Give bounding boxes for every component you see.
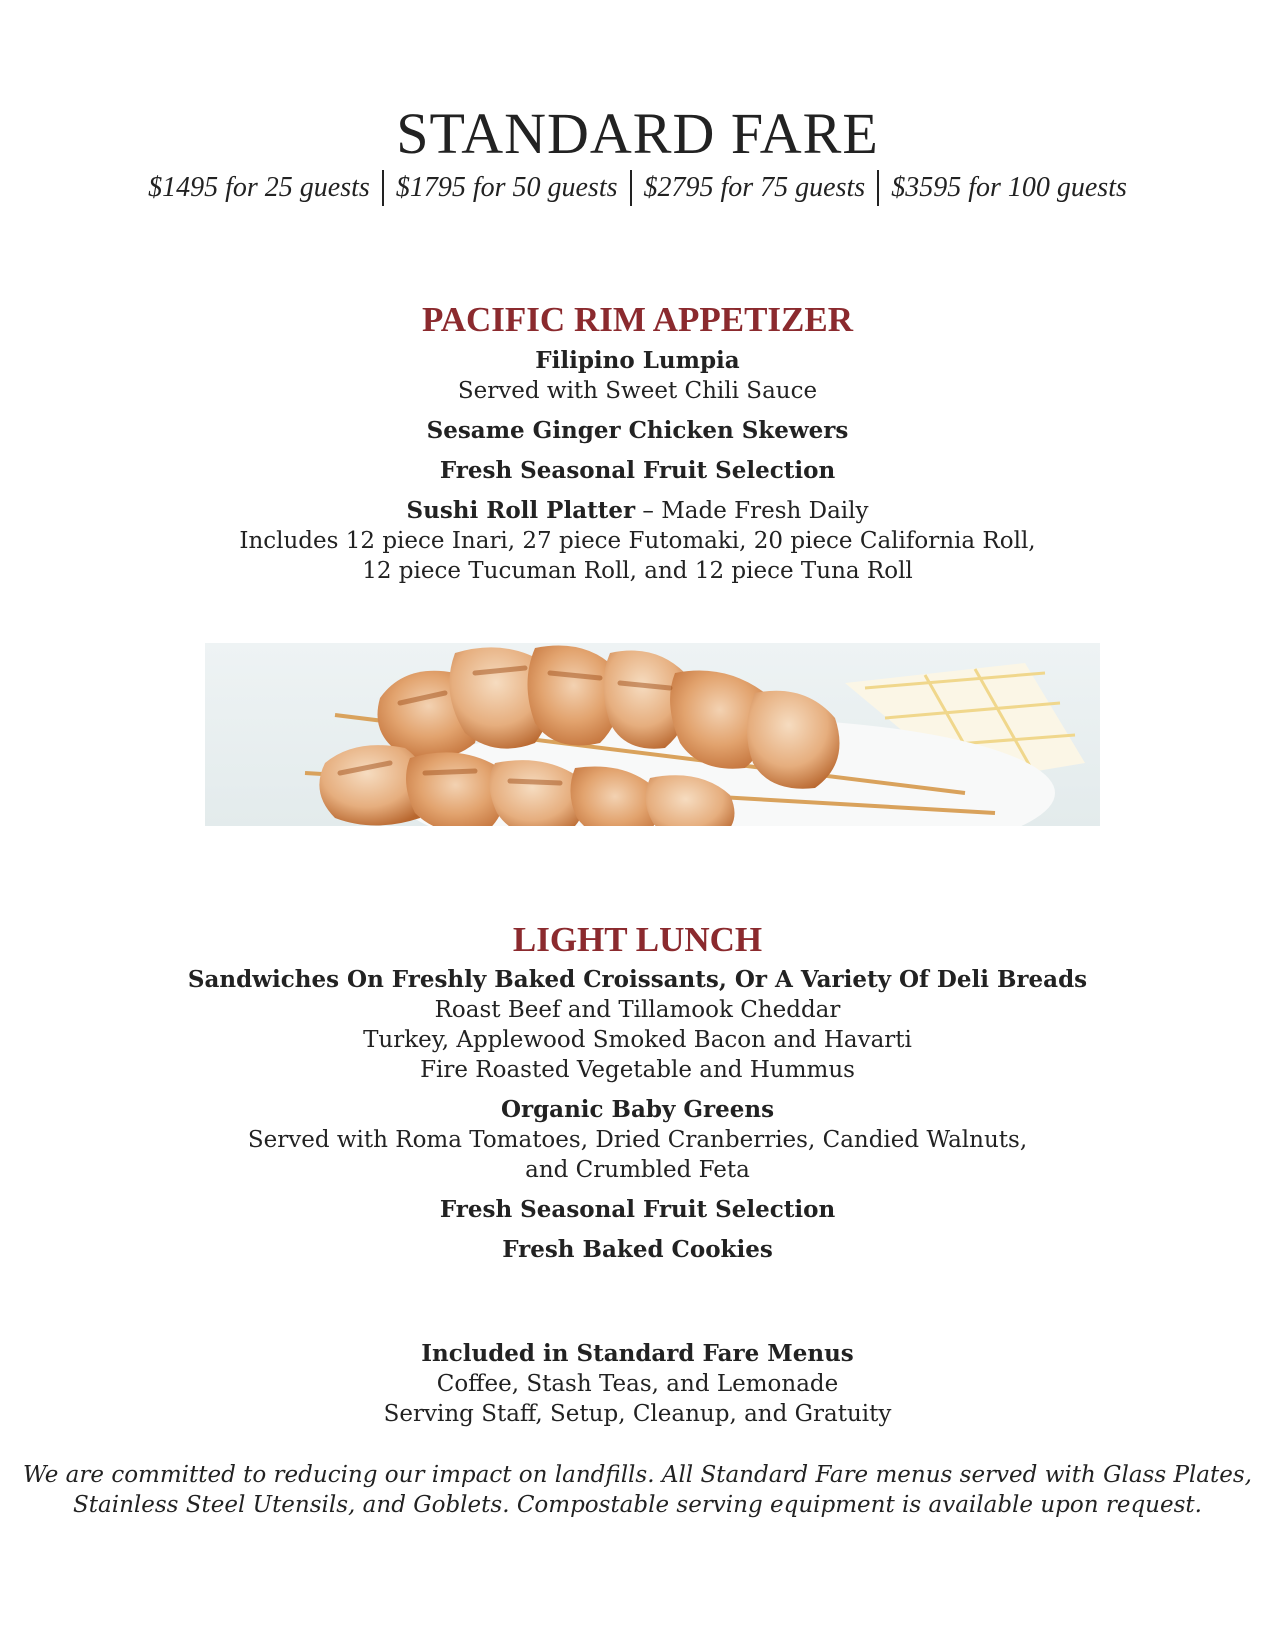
lumpia-description: Served with Sweet Chili Sauce xyxy=(457,378,818,404)
included-line-2: Serving Staff, Setup, Cleanup, and Gratuity xyxy=(383,1401,892,1427)
sandwich-option-2: Turkey, Applewood Smoked Bacon and Havarti xyxy=(363,1027,912,1053)
note-line-1: We are committed to reducing our impact on landfills. All Standard Fare menus served with Glass Plates, xyxy=(23,1462,1252,1488)
price-tier-100: $3595 for 100 guests xyxy=(891,172,1127,203)
appetizer-heading: PACIFIC RIM APPETIZER xyxy=(421,300,854,339)
lunch-fruit-name: Fresh Seasonal Fruit Selection xyxy=(439,1196,836,1223)
lunch-heading: LIGHT LUNCH xyxy=(512,920,763,959)
included-line-1: Coffee, Stash Teas, and Lemonade xyxy=(436,1371,839,1397)
sandwich-option-1: Roast Beef and Tillamook Cheddar xyxy=(434,997,841,1023)
note-line-2: Stainless Steel Utensils, and Goblets. Compostable serving equipment is available upon request. xyxy=(73,1492,1202,1518)
sushi-description-1: Includes 12 piece Inari, 27 piece Futomaki, 20 piece California Roll, xyxy=(239,528,1036,554)
sustainability-note xyxy=(0,1460,1275,1520)
sandwich-option-3: Fire Roasted Vegetable and Hummus xyxy=(420,1057,855,1083)
lumpia-name: Filipino Lumpia xyxy=(535,347,740,374)
appetizer-items xyxy=(0,346,1275,586)
lunch-items xyxy=(0,965,1275,1265)
price-tier-50: $1795 for 50 guests xyxy=(395,172,618,203)
greens-description-1: Served with Roma Tomatoes, Dried Cranberries, Candied Walnuts, xyxy=(247,1127,1028,1153)
appetizer-fruit-name: Fresh Seasonal Fruit Selection xyxy=(439,457,836,484)
sandwich-name: Sandwiches On Freshly Baked Croissants, Or A Variety Of Deli Breads xyxy=(187,966,1088,993)
page-title: STANDARD FARE xyxy=(396,101,879,166)
sushi-name: Sushi Roll Platter xyxy=(406,497,636,524)
price-tier-75: $2795 for 75 guests xyxy=(643,172,866,203)
included-heading: Included in Standard Fare Menus xyxy=(421,1340,854,1367)
price-tier-25: $1495 for 25 guests xyxy=(148,172,370,203)
greens-name: Organic Baby Greens xyxy=(500,1096,775,1123)
sushi-description-2: 12 piece Tucuman Roll, and 12 piece Tuna Roll xyxy=(362,558,913,584)
sushi-line xyxy=(0,496,1275,526)
included-section xyxy=(0,1339,1275,1429)
pricing-tiers xyxy=(0,170,1275,206)
skewers-name: Sesame Ginger Chicken Skewers xyxy=(426,417,849,444)
greens-description-2: and Crumbled Feta xyxy=(525,1157,750,1183)
sushi-suffix: – Made Fresh Daily xyxy=(635,498,869,524)
chicken-skewers-image xyxy=(205,643,1100,826)
cookies-name: Fresh Baked Cookies xyxy=(502,1236,773,1263)
